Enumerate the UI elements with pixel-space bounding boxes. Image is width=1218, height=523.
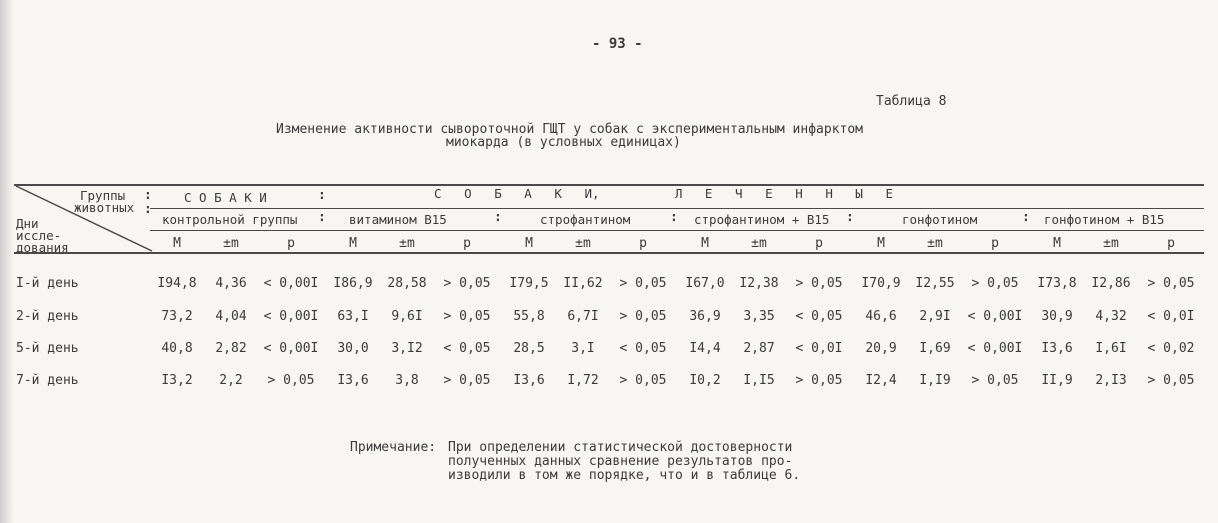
table-title-line-1: Изменение активности сывороточной ГЩТ у собак с экспериментальным инфарктом xyxy=(276,122,863,137)
table-cell: I67,0 xyxy=(685,276,725,291)
table-cell: < 0,00I xyxy=(263,341,319,356)
table-cell: I86,9 xyxy=(333,276,373,291)
separator: : xyxy=(494,210,502,225)
table-cell: 30,9 xyxy=(1041,309,1073,324)
col-header-m: М xyxy=(1053,236,1061,251)
note-line-1: При определении статистической достоверности xyxy=(448,440,793,455)
table-cell: > 0,05 xyxy=(267,373,315,388)
groups-label: Группы xyxy=(80,188,126,203)
table-cell: 36,9 xyxy=(689,309,721,324)
table-cell: < 0,0I xyxy=(1147,309,1195,324)
col-header-p: р xyxy=(463,236,471,251)
table-cell: I,I9 xyxy=(919,373,951,388)
table-cell: 3,I xyxy=(571,341,595,356)
table-cell: 4,32 xyxy=(1095,309,1127,324)
table-cell: > 0,05 xyxy=(1147,276,1195,291)
table-cell: I3,2 xyxy=(161,373,193,388)
table-cell: I,69 xyxy=(919,341,951,356)
note-line-2: полученных данных сравнение результатов про- xyxy=(448,454,793,469)
subgroup-gonfotin: гонфотином xyxy=(902,212,978,227)
table-cell: 3,8 xyxy=(395,373,419,388)
table-cell: > 0,05 xyxy=(443,276,491,291)
table-cell: I2,38 xyxy=(739,276,779,291)
control-group-title: С О Б А К И xyxy=(184,190,267,205)
table-cell: > 0,05 xyxy=(795,276,843,291)
table-cell: I2,55 xyxy=(915,276,955,291)
table-cell: I70,9 xyxy=(861,276,901,291)
table-cell: 2,I3 xyxy=(1095,373,1127,388)
separator: : xyxy=(318,210,326,225)
table-cell: 2,2 xyxy=(219,373,243,388)
table-cell: I3,6 xyxy=(1041,341,1073,356)
col-header-m: М xyxy=(349,236,357,251)
days-label: Дни xyxy=(16,216,39,231)
table-cell: II,9 xyxy=(1041,373,1073,388)
groups-label-2: животных xyxy=(74,200,135,215)
col-header-p: р xyxy=(815,236,823,251)
control-group-subtitle: контрольной группы xyxy=(162,212,298,227)
col-header-pm: ±m xyxy=(751,236,767,251)
table-cell: 28,58 xyxy=(387,276,427,291)
subgroup-gonfotin-b15: гонфотином + В15 xyxy=(1044,212,1165,227)
table-cell: < 0,0I xyxy=(795,341,843,356)
col-header-pm: ±m xyxy=(223,236,239,251)
table-cell: > 0,05 xyxy=(971,373,1019,388)
table-cell: I,I5 xyxy=(743,373,775,388)
table-cell: I94,8 xyxy=(157,276,197,291)
table-cell: I,72 xyxy=(567,373,599,388)
data-table xyxy=(14,180,1204,420)
table-cell: I0,2 xyxy=(689,373,721,388)
table-cell: II,62 xyxy=(563,276,603,291)
table-cell: < 0,05 xyxy=(795,309,843,324)
table-cell: < 0,00I xyxy=(263,309,319,324)
table-cell: 3,35 xyxy=(743,309,775,324)
table-cell: > 0,05 xyxy=(795,373,843,388)
col-header-m: М xyxy=(525,236,533,251)
col-header-p: р xyxy=(287,236,295,251)
col-header-p: р xyxy=(639,236,647,251)
row-day-label: 2-й день xyxy=(16,309,79,324)
treated-group-title: С О Б А К И, Л Е Ч Е Н Н Ы Е xyxy=(434,186,894,201)
table-cell: < 0,00I xyxy=(967,341,1023,356)
col-header-m: М xyxy=(173,236,181,251)
col-header-p: р xyxy=(991,236,999,251)
table-cell: > 0,05 xyxy=(971,276,1019,291)
table-cell: < 0,05 xyxy=(443,341,491,356)
table-title-line-2: миокарда (в условных единицах) xyxy=(446,135,681,150)
table-cell: 4,36 xyxy=(215,276,247,291)
table-cell: > 0,05 xyxy=(619,309,667,324)
row-day-label: 7-й день xyxy=(16,373,79,388)
separator: : xyxy=(144,202,152,217)
table-cell: > 0,05 xyxy=(1147,373,1195,388)
col-header-pm: ±m xyxy=(575,236,591,251)
table-cell: 63,I xyxy=(337,309,369,324)
table-cell: 9,6I xyxy=(391,309,423,324)
scan-edge xyxy=(0,0,14,523)
col-header-pm: ±m xyxy=(1103,236,1119,251)
table-label: Таблица 8 xyxy=(876,94,947,109)
table-cell: > 0,05 xyxy=(443,309,491,324)
table-cell: 4,04 xyxy=(215,309,247,324)
note-label: Примечание: xyxy=(350,440,437,455)
row-day-label: I-й день xyxy=(16,276,79,291)
table-cell: > 0,05 xyxy=(619,373,667,388)
table-cell: I3,6 xyxy=(337,373,369,388)
table-cell: 2,82 xyxy=(215,341,247,356)
note-line-3: изводили в том же порядке, что и в таблице 6. xyxy=(448,468,801,483)
table-cell: < 0,02 xyxy=(1147,341,1195,356)
table-cell: 73,2 xyxy=(161,309,193,324)
separator: : xyxy=(1022,210,1030,225)
col-header-pm: ±m xyxy=(399,236,415,251)
subgroup-vitamin-b15: витамином В15 xyxy=(349,212,447,227)
table-cell: I4,4 xyxy=(689,341,721,356)
table-cell: 30,0 xyxy=(337,341,369,356)
separator: : xyxy=(670,210,678,225)
subheader-rule xyxy=(150,208,1204,209)
table-cell: < 0,00I xyxy=(263,276,319,291)
days-label-2: иссле- xyxy=(16,228,62,243)
col-header-m: М xyxy=(701,236,709,251)
page-number: - 93 - xyxy=(592,36,643,52)
table-cell: > 0,05 xyxy=(619,276,667,291)
subheader-rule-2 xyxy=(150,230,1204,231)
row-day-label: 5-й день xyxy=(16,341,79,356)
table-cell: I2,86 xyxy=(1091,276,1131,291)
table-cell: < 0,05 xyxy=(619,341,667,356)
table-cell: 46,6 xyxy=(865,309,897,324)
table-cell: < 0,00I xyxy=(967,309,1023,324)
table-cell: I79,5 xyxy=(509,276,549,291)
table-cell: 40,8 xyxy=(161,341,193,356)
col-header-p: р xyxy=(1167,236,1175,251)
subgroup-strophanthin-b15: строфантином + В15 xyxy=(694,212,830,227)
table-cell: 28,5 xyxy=(513,341,545,356)
table-cell: 2,9I xyxy=(919,309,951,324)
table-cell: I73,8 xyxy=(1037,276,1077,291)
separator: : xyxy=(318,188,326,203)
table-header-rule xyxy=(14,252,1204,254)
separator: : xyxy=(846,210,854,225)
table-cell: 3,I2 xyxy=(391,341,423,356)
table-cell: 2,87 xyxy=(743,341,775,356)
col-header-pm: ±m xyxy=(927,236,943,251)
col-header-m: М xyxy=(877,236,885,251)
table-cell: I2,4 xyxy=(865,373,897,388)
table-cell: 6,7I xyxy=(567,309,599,324)
table-cell: > 0,05 xyxy=(443,373,491,388)
days-label-3: дования xyxy=(16,240,69,255)
table-cell: I3,6 xyxy=(513,373,545,388)
table-cell: I,6I xyxy=(1095,341,1127,356)
subgroup-strophanthin: строфантином xyxy=(540,212,631,227)
table-cell: 20,9 xyxy=(865,341,897,356)
table-cell: 55,8 xyxy=(513,309,545,324)
separator: : xyxy=(144,188,152,203)
